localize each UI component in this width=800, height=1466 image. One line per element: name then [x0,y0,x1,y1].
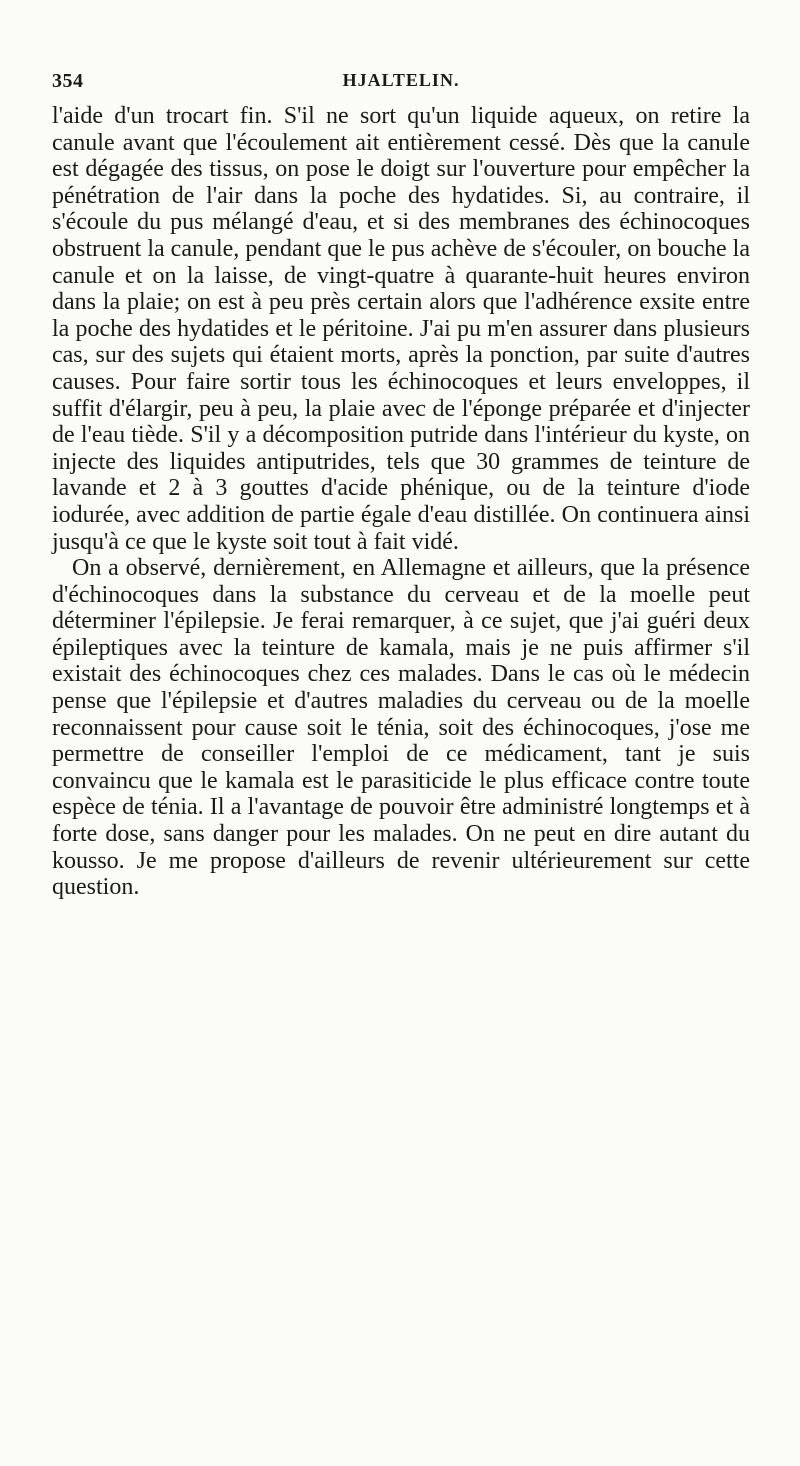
paragraph-epilepsy: On a observé, dernièrement, en Allemagne et ailleurs, que la présence d'échinocoques dans la substance du cerveau et de la moelle peut déterminer l'épilepsie. Je ferai remarquer, à ce sujet, que j'ai guéri deux épileptiques avec la teinture de kamala, mais je ne puis affirmer s'il existait des échinocoques chez ces malades. Dans le cas où le médecin pense que l'épilepsie et d'autres maladies du cerveau ou de la moelle reconnaissent pour cause soit le ténia, soit des échinocoques, j'ose me permettre de conseiller l'emploi de ce médicament, tant je suis convaincu que le kamala est le parasiticide le plus efficace contre toute espèce de ténia. Il a l'avantage de pouvoir être administré longtemps et à forte dose, sans danger pour les malades. On ne peut en dire autant du kousso. Je me propose d'ailleurs de revenir ultérieurement sur cette question. [52,555,750,901]
page-number: 354 [52,70,84,92]
running-title: HJALTELIN. [342,70,460,90]
paragraph-continuation: l'aide d'un trocart fin. S'il ne sort qu'un liquide aqueux, on retire la canule avant que l'écoulement ait entièrement cessé. Dès que la canule est dégagée des tissus, on pose le doigt sur l'ouverture pour empêcher la pénétration de l'air dans la poche des hydatides. Si, au contraire, il s'écoule du pus mélangé d'eau, et si des membranes des échinocoques obstruent la canule, pendant que le pus achève de s'écouler, on bouche la canule et on la laisse, de vingt-quatre à quarante-huit heures environ dans la plaie; on est à peu près certain alors que l'adhérence exsite entre la poche des hydatides et le péritoine. J'ai pu m'en assurer dans plusieurs cas, sur des sujets qui étaient morts, après la ponction, par suite d'autres causes. Pour faire sortir tous les échinocoques et leurs enveloppes, il suffit d'élargir, peu à peu, la plaie avec de l'éponge préparée et d'injecter de l'eau tiède. S'il y a décomposition putride dans l'intérieur du kyste, on injecte des liquides antiputrides, tels que 30 grammes de teinture de lavande et 2 à 3 gouttes d'acide phénique, ou de la teinture d'iode iodurée, avec addition de partie égale d'eau distillée. On continuera ainsi jusqu'à ce que le kyste soit tout à fait vidé. [52,103,750,555]
body-text [52,103,750,901]
running-head [52,70,750,98]
